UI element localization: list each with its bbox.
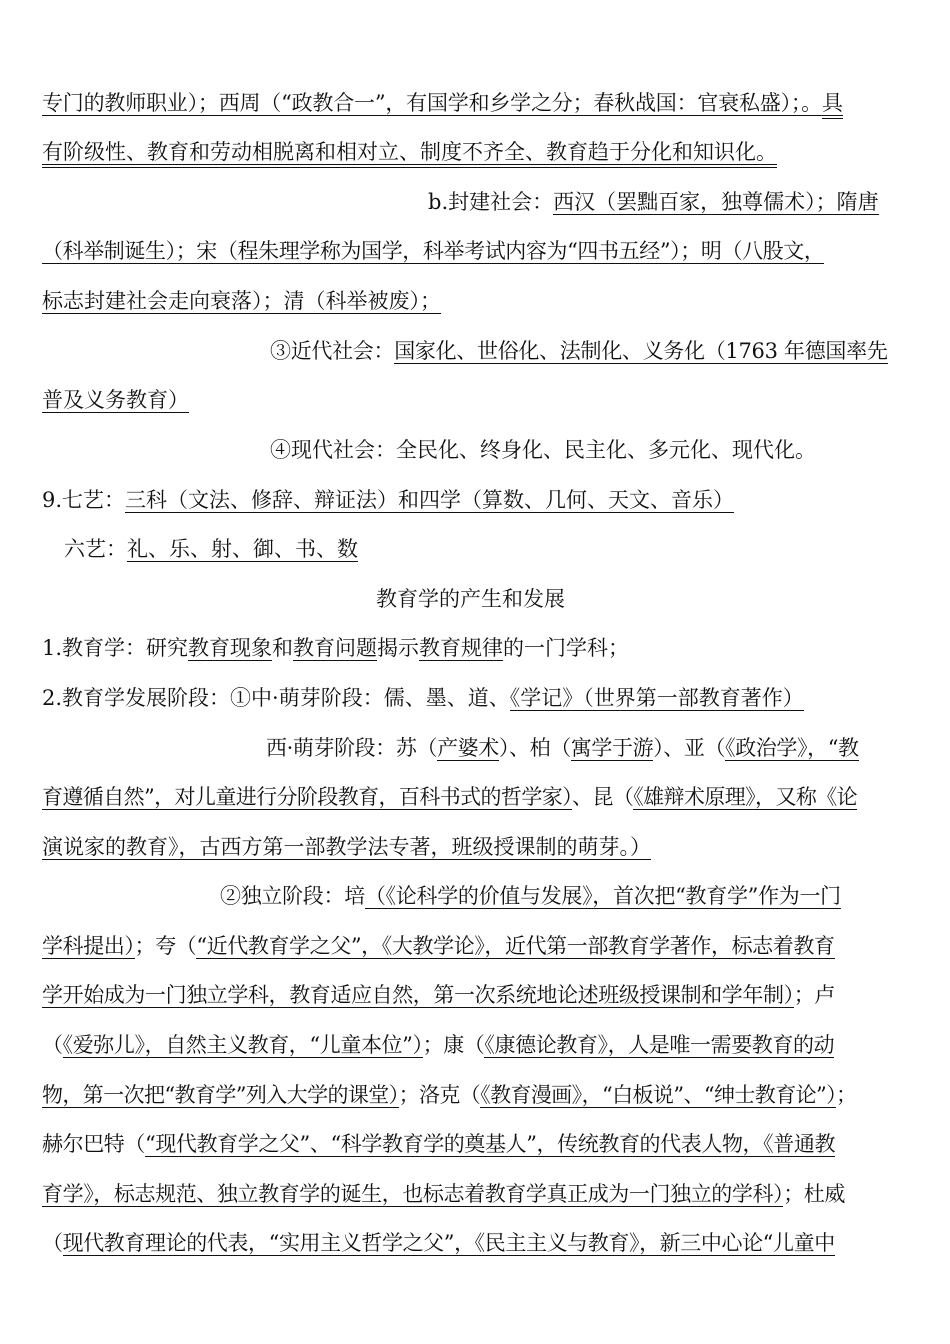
text-line bbox=[270, 435, 816, 467]
underlined-text: 演说家的教育》，古西方第一部教学法专著，班级授课制的萌芽。） bbox=[42, 835, 651, 859]
static-text: ；洛克（ bbox=[398, 1083, 481, 1107]
text-line bbox=[42, 88, 908, 120]
text-line bbox=[42, 385, 189, 417]
section-label: 六艺： bbox=[64, 537, 127, 561]
text-line bbox=[42, 1030, 834, 1062]
static-text: （ bbox=[42, 1033, 63, 1057]
underlined-text: 《康德论教育》，人是唯一需要教育的动 bbox=[484, 1033, 835, 1057]
static-text: （ bbox=[42, 1231, 63, 1255]
text-line bbox=[42, 931, 835, 963]
underlined-text: 国家化、世俗化、法制化、义务化（1763 年德国率先 bbox=[394, 339, 888, 363]
underlined-text: 《雄辩术原理》，又称《论 bbox=[633, 785, 858, 809]
static-text: 揭示 bbox=[377, 636, 420, 660]
text-line bbox=[42, 485, 734, 517]
underlined-text: 《学记》（世界第一部教育著作） bbox=[509, 686, 804, 710]
static-text: 、昆（ bbox=[572, 785, 634, 809]
underlined-text: 《爱弥儿》，自然主义教育，“儿童本位”） bbox=[62, 1033, 423, 1057]
text-line bbox=[220, 881, 841, 913]
underlined-text: （《论科学的价值与发展》，首次把“教育学”作为一门 bbox=[364, 884, 841, 908]
text-line bbox=[42, 1179, 845, 1211]
text-line bbox=[428, 187, 879, 219]
static-text: ； bbox=[836, 1083, 857, 1107]
underlined-text: 寓学于游 bbox=[570, 736, 654, 760]
underlined-text: 专门的教师职业）；西周（“政教合一”，有国学和乡学之分；春秋战国：官衰私盛）；。 bbox=[42, 91, 822, 115]
text-line bbox=[42, 782, 857, 814]
text-line bbox=[266, 733, 859, 765]
section-title bbox=[376, 584, 565, 616]
static-text: ④现代社会：全民化、终身化、民主化、多元化、现代化。 bbox=[270, 438, 816, 462]
section-label: ③近代社会： bbox=[270, 339, 395, 363]
section-title-text: 教育学的产生和发展 bbox=[376, 587, 565, 611]
double-underlined-text: 具 bbox=[822, 91, 843, 119]
text-line bbox=[64, 534, 358, 566]
underlined-text: 教育现象 bbox=[188, 636, 273, 660]
text-line bbox=[42, 1228, 835, 1260]
static-text: 赫尔巴特（ bbox=[42, 1132, 145, 1156]
underlined-text: 教育问题 bbox=[293, 636, 378, 660]
underlined-text: 《政治学》，“教 bbox=[725, 736, 859, 760]
static-text: 2.教育学发展阶段：①中·萌芽阶段：儒、墨、道、 bbox=[42, 686, 510, 710]
text-line bbox=[42, 980, 835, 1012]
section-label: b.封建社会： bbox=[428, 190, 554, 214]
static-text: 西·萌芽阶段：苏（ bbox=[266, 736, 438, 760]
underlined-text: “现代教育学之父”、“科学教育学的奠基人”，传统教育的代表人物，《普通教 bbox=[145, 1132, 836, 1156]
static-text: ；康（ bbox=[422, 1033, 485, 1057]
text-line bbox=[42, 633, 629, 665]
underlined-text: 标志封建社会走向衰落）；清（科举被废）； bbox=[42, 289, 441, 313]
underlined-text: 普及义务教育） bbox=[42, 388, 189, 412]
double-underlined-text: 有阶级性、教育和劳动相脱离和相对立、制度不齐全、教育趋于分化和知识化。 bbox=[42, 140, 777, 168]
text-line bbox=[42, 236, 824, 268]
underlined-text: （科举制诞生）；宋（程朱理学称为国学，科举考试内容为“四书五经”）；明（八股文， bbox=[42, 239, 825, 263]
static-text: 1.教育学：研究 bbox=[42, 636, 189, 660]
text-line bbox=[42, 137, 777, 169]
underlined-text: 西汉（罢黜百家，独尊儒术）；隋唐 bbox=[553, 190, 879, 214]
underlined-text: 现代教育理论的代表，“实用主义哲学之父”，《民主主义与教育》，新三中心论“儿童中 bbox=[62, 1231, 835, 1255]
underlined-text: 育遵循自然”，对儿童进行分阶段教育，百科书式的哲学家） bbox=[42, 785, 573, 809]
section-label: 9.七艺： bbox=[42, 488, 126, 512]
static-text: ）、亚（ bbox=[653, 736, 726, 760]
underlined-text: 学开始成为一门独立学科，教育适应自然，第一次系统地论述班级授课制和学年制） bbox=[42, 983, 794, 1007]
static-text: ；卢 bbox=[793, 983, 835, 1007]
static-text: ②独立阶段：培 bbox=[220, 884, 365, 908]
text-line bbox=[42, 832, 651, 864]
underlined-text: 礼、乐、射、御、书、数 bbox=[127, 537, 358, 561]
static-text: 的一门学科； bbox=[503, 636, 630, 660]
text-line bbox=[42, 1129, 835, 1161]
underlined-text: 教育规律 bbox=[419, 636, 504, 660]
static-text: 和 bbox=[272, 636, 294, 660]
underlined-text: “近代教育学之父”，《大教学论》，近代第一部教育学著作，标志着教育 bbox=[196, 934, 835, 958]
static-text: ；杜威 bbox=[783, 1182, 846, 1206]
text-line bbox=[42, 683, 804, 715]
underlined-text: 学科提出） bbox=[42, 934, 135, 958]
underlined-text: 《教育漫画》，“白板说”、“绅士教育论”） bbox=[480, 1083, 837, 1107]
static-text: ）、柏（ bbox=[498, 736, 571, 760]
underlined-text: 育学》，标志规范、独立教育学的诞生，也标志着教育学真正成为一门独立的学科） bbox=[42, 1182, 784, 1206]
static-text: ；夸（ bbox=[134, 934, 197, 958]
underlined-text: 物，第一次把“教育学”列入大学的课堂） bbox=[42, 1083, 399, 1107]
underlined-text: 产婆术 bbox=[437, 736, 499, 760]
text-line bbox=[270, 336, 888, 368]
text-line bbox=[42, 1080, 856, 1112]
text-line bbox=[42, 286, 441, 318]
underlined-text: 三科（文法、修辞、辩证法）和四学（算数、几何、天文、音乐） bbox=[125, 488, 735, 512]
